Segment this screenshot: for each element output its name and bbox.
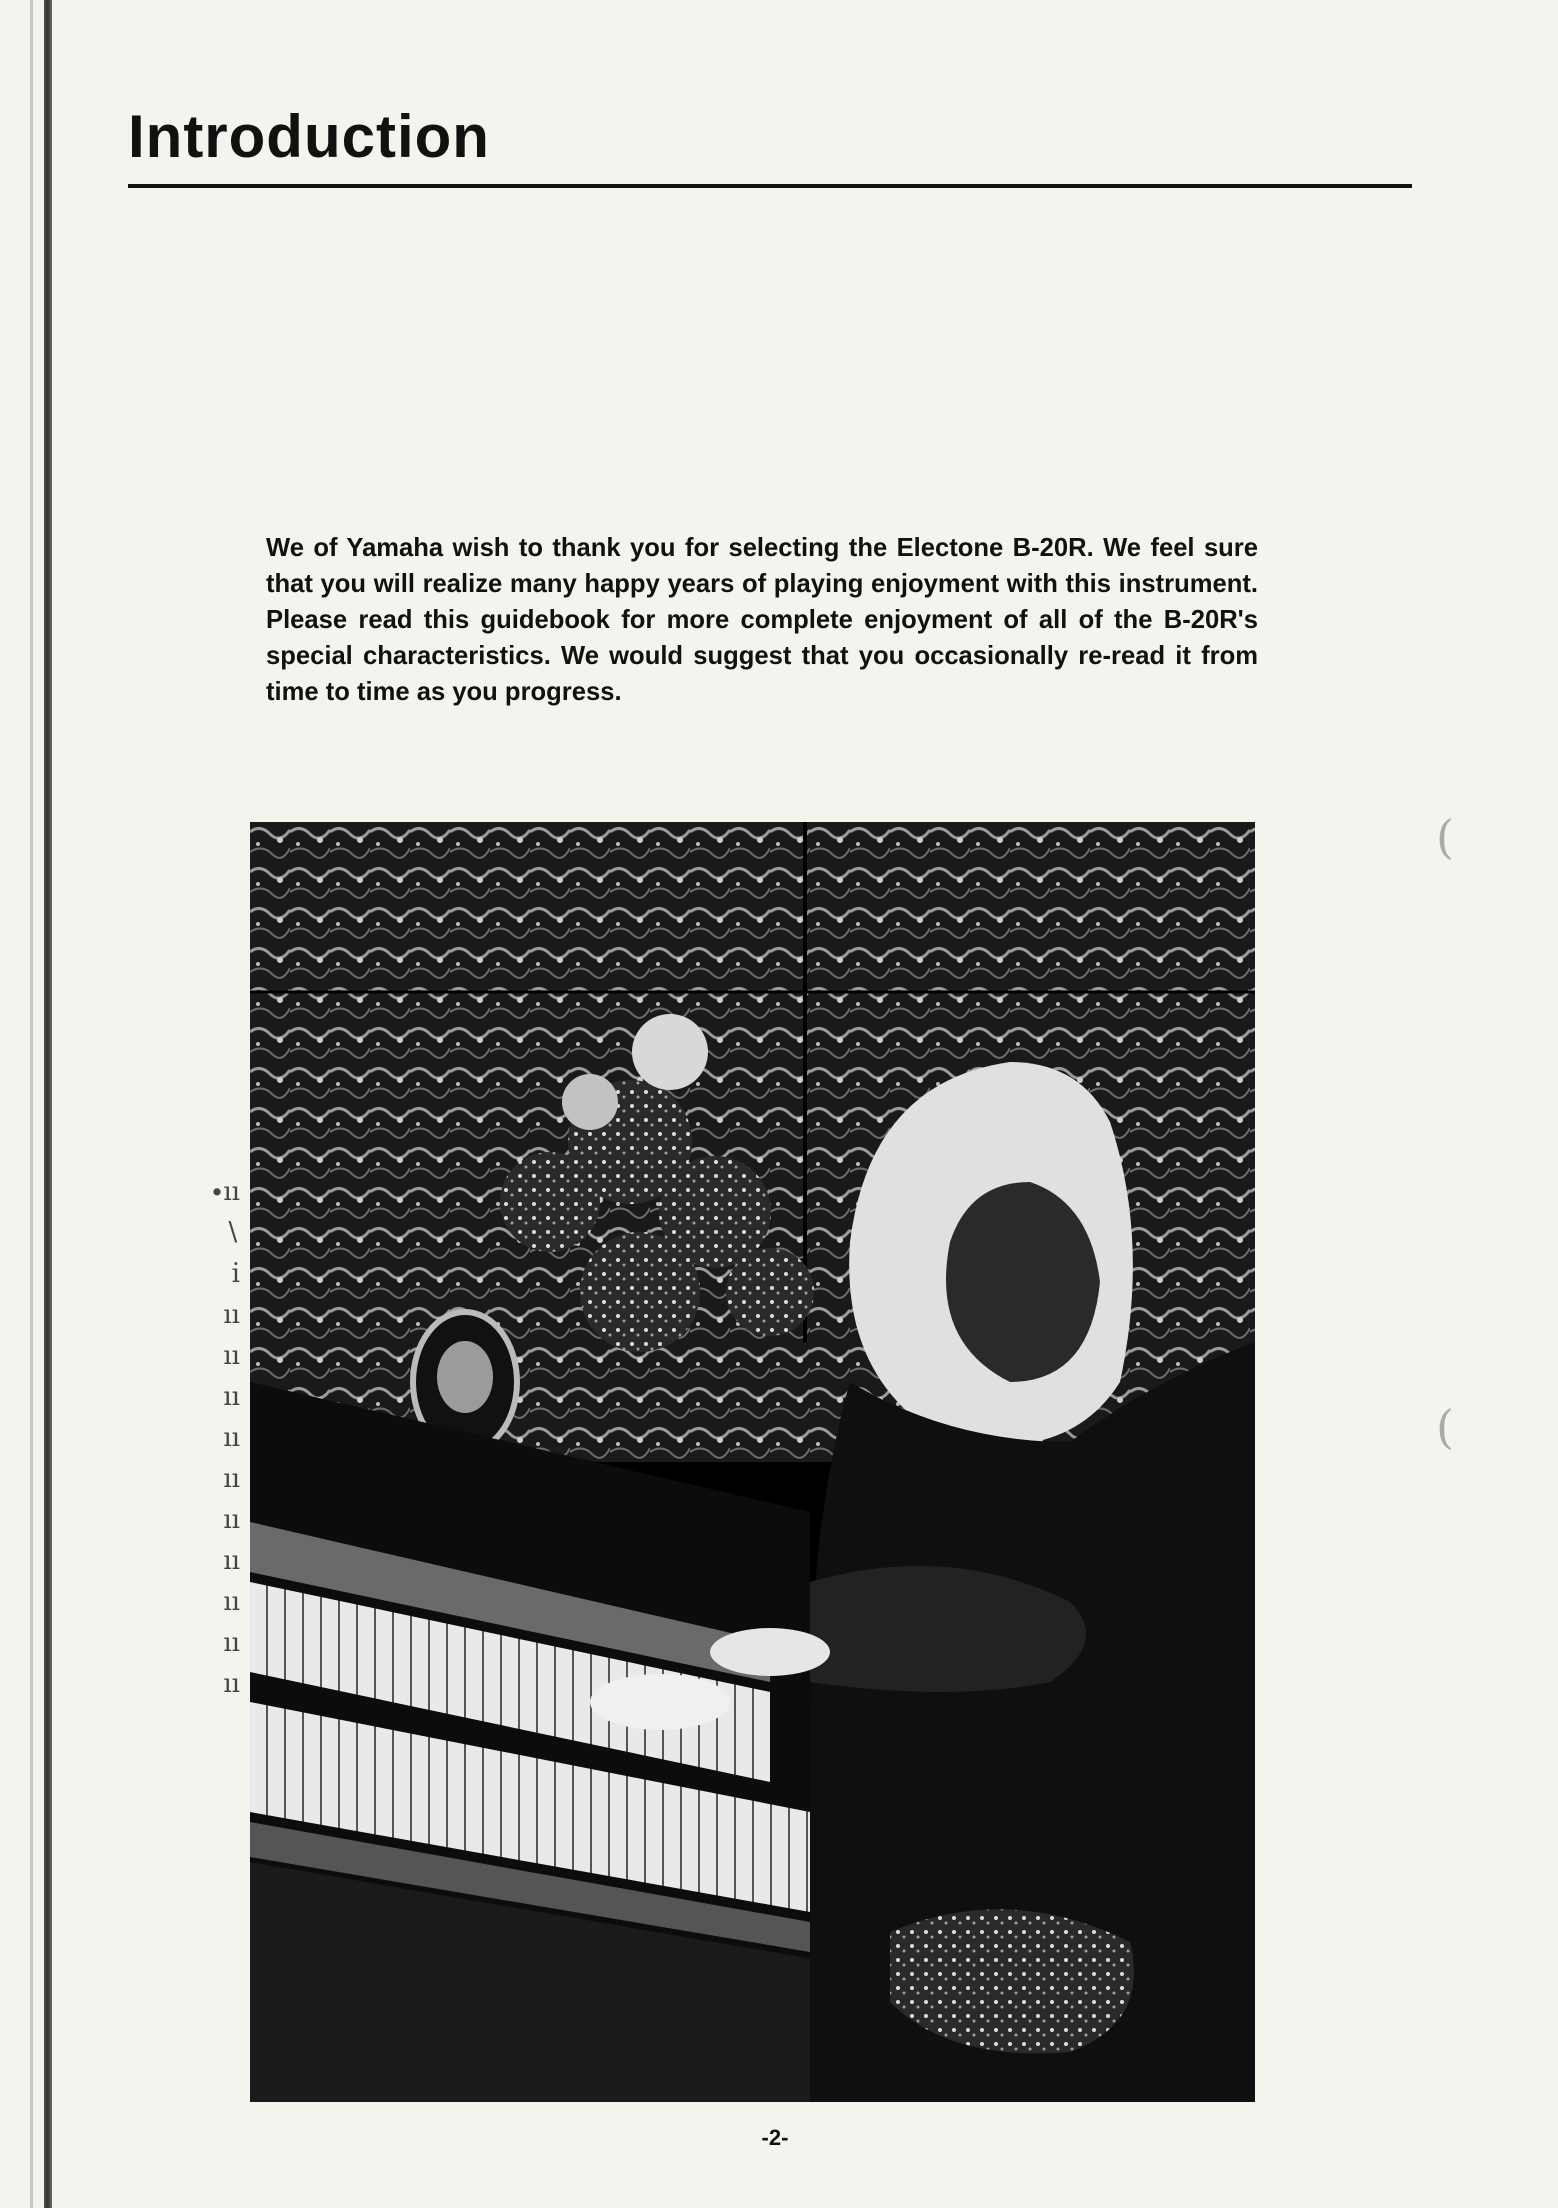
- binding-edge: [44, 0, 52, 2208]
- margin-mark: ı̇: [231, 1259, 240, 1289]
- margin-mark: ıı: [223, 1669, 240, 1699]
- margin-mark: ∙ıı: [210, 1177, 240, 1207]
- margin-mark: ıı: [223, 1341, 240, 1371]
- margin-mark: ıı: [223, 1423, 240, 1453]
- margin-mark: ∖: [223, 1218, 240, 1248]
- margin-mark: ıı: [223, 1464, 240, 1494]
- margin-mark: ıı: [223, 1628, 240, 1658]
- title-rule: [128, 184, 1412, 188]
- margin-mark: ıı: [223, 1382, 240, 1412]
- margin-bleedthrough: [196, 1172, 240, 1705]
- binding-shadow: [30, 0, 33, 2208]
- page-title: Introduction: [128, 103, 490, 170]
- page-number: -2-: [761, 2125, 789, 2150]
- hole-punch-mark: (: [1436, 810, 1454, 864]
- organ-player-photo: [250, 822, 1255, 2102]
- margin-mark: ıı: [223, 1505, 240, 1535]
- margin-mark: ıı: [223, 1300, 240, 1330]
- intro-paragraph: We of Yamaha wish to thank you for selecting the Electone B-20R. We feel sure that you will realize many happy years of playing enjoyment with this instrument. Please read this guidebook for more complete enjoyment of all of the B-20R's special characteristics. We would suggest that you occasionally re-read it from time to time as you progress.: [266, 534, 1258, 706]
- margin-mark: ıı: [223, 1546, 240, 1576]
- margin-mark: ıı: [223, 1587, 240, 1617]
- hole-punch-mark: (: [1436, 1400, 1454, 1454]
